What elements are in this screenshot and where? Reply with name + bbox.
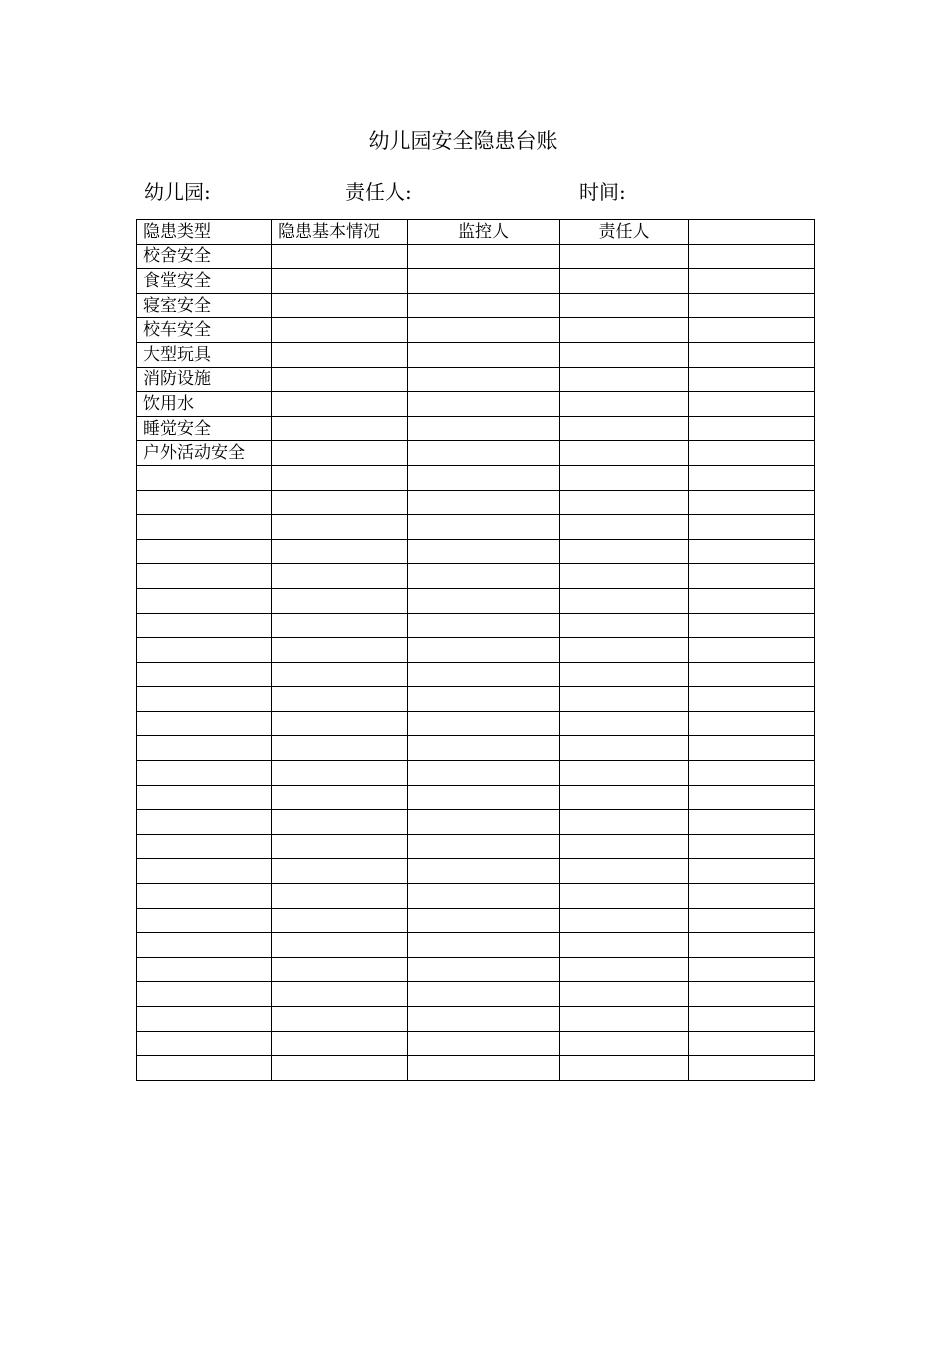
header-responsible: 责任人 [560, 220, 689, 245]
blank-cell [689, 465, 815, 490]
blank-cell [408, 785, 560, 810]
blank-cell [689, 638, 815, 663]
blank-cell [689, 441, 815, 466]
blank-cell [272, 810, 408, 835]
blank-cell [689, 588, 815, 613]
blank-cell [408, 884, 560, 909]
blank-cell [408, 515, 560, 540]
blank-cell [689, 490, 815, 515]
header-hazard-situation: 隐患基本情况 [272, 220, 408, 245]
blank-cell [408, 908, 560, 933]
hazard-type-cell: 消防设施 [137, 367, 272, 392]
hazard-type-cell: 大型玩具 [137, 342, 272, 367]
table-row [137, 342, 815, 367]
blank-cell [408, 490, 560, 515]
blank-cell [560, 933, 689, 958]
blank-cell [689, 711, 815, 736]
blank-cell [272, 564, 408, 589]
blank-cell [408, 834, 560, 859]
table-row [137, 588, 815, 613]
table-row [137, 957, 815, 982]
blank-cell [689, 293, 815, 318]
blank-cell [272, 687, 408, 712]
blank-cell [408, 662, 560, 687]
blank-cell [272, 1031, 408, 1056]
blank-cell [272, 859, 408, 884]
blank-cell [272, 588, 408, 613]
blank-cell [560, 1007, 689, 1032]
blank-cell [408, 711, 560, 736]
responsible-person-label: 责任人: [345, 180, 412, 204]
table-row [137, 834, 815, 859]
hazard-type-cell [137, 884, 272, 909]
blank-cell [560, 416, 689, 441]
hazard-type-cell: 户外活动安全 [137, 441, 272, 466]
hazard-type-cell [137, 1056, 272, 1081]
hazard-type-cell [137, 933, 272, 958]
blank-cell [408, 318, 560, 343]
blank-cell [408, 859, 560, 884]
blank-cell [272, 293, 408, 318]
blank-cell [560, 318, 689, 343]
table-row [137, 318, 815, 343]
hazard-type-cell [137, 711, 272, 736]
kindergarten-label: 幼儿园: [144, 180, 211, 204]
blank-cell [408, 588, 560, 613]
hazard-type-cell [137, 859, 272, 884]
blank-cell [272, 761, 408, 786]
hazard-type-cell [137, 539, 272, 564]
blank-cell [272, 613, 408, 638]
hazard-type-cell: 校车安全 [137, 318, 272, 343]
blank-cell [408, 687, 560, 712]
blank-cell [272, 465, 408, 490]
blank-cell [408, 465, 560, 490]
blank-cell [408, 416, 560, 441]
hazard-type-cell [137, 465, 272, 490]
blank-cell [272, 269, 408, 294]
blank-cell [560, 342, 689, 367]
blank-cell [408, 957, 560, 982]
hazard-type-cell: 睡觉安全 [137, 416, 272, 441]
blank-cell [689, 1031, 815, 1056]
blank-cell [689, 957, 815, 982]
blank-cell [408, 1056, 560, 1081]
table-row [137, 933, 815, 958]
blank-cell [408, 293, 560, 318]
header-monitor: 监控人 [408, 220, 560, 245]
page-title: 幼儿园安全隐患台账 [368, 129, 558, 153]
blank-cell [560, 539, 689, 564]
blank-cell [560, 908, 689, 933]
table-row [137, 761, 815, 786]
table-row [137, 810, 815, 835]
header-row [137, 220, 815, 245]
table-row [137, 638, 815, 663]
table-row [137, 711, 815, 736]
blank-cell [560, 736, 689, 761]
blank-cell [272, 1007, 408, 1032]
blank-cell [272, 982, 408, 1007]
time-label: 时间: [579, 180, 626, 204]
hazard-type-cell [137, 687, 272, 712]
blank-cell [689, 662, 815, 687]
blank-cell [689, 1056, 815, 1081]
blank-cell [272, 342, 408, 367]
blank-cell [560, 662, 689, 687]
blank-cell [689, 1007, 815, 1032]
blank-cell [560, 957, 689, 982]
blank-cell [272, 392, 408, 417]
header-blank [689, 220, 815, 245]
blank-cell [408, 933, 560, 958]
hazard-type-cell [137, 1007, 272, 1032]
blank-cell [408, 564, 560, 589]
blank-cell [408, 613, 560, 638]
blank-cell [560, 810, 689, 835]
blank-cell [560, 465, 689, 490]
hazard-type-cell [137, 736, 272, 761]
blank-cell [408, 392, 560, 417]
blank-cell [408, 810, 560, 835]
blank-cell [689, 392, 815, 417]
blank-cell [272, 662, 408, 687]
hazard-ledger-table [136, 219, 815, 1081]
blank-cell [272, 1056, 408, 1081]
hazard-type-cell [137, 982, 272, 1007]
hazard-type-cell [137, 908, 272, 933]
hazard-type-cell [137, 761, 272, 786]
table-row [137, 859, 815, 884]
hazard-type-cell [137, 834, 272, 859]
blank-cell [689, 908, 815, 933]
blank-cell [560, 982, 689, 1007]
table-row [137, 687, 815, 712]
table-row [137, 244, 815, 269]
blank-cell [408, 638, 560, 663]
blank-cell [560, 834, 689, 859]
blank-cell [560, 711, 689, 736]
table-row [137, 908, 815, 933]
blank-cell [560, 293, 689, 318]
blank-cell [408, 982, 560, 1007]
blank-cell [272, 441, 408, 466]
hazard-type-cell [137, 490, 272, 515]
table-row [137, 662, 815, 687]
blank-cell [408, 269, 560, 294]
hazard-type-cell [137, 957, 272, 982]
hazard-type-cell: 校舍安全 [137, 244, 272, 269]
blank-cell [689, 539, 815, 564]
hazard-type-cell [137, 638, 272, 663]
hazard-type-cell [137, 662, 272, 687]
blank-cell [689, 687, 815, 712]
table-row [137, 416, 815, 441]
blank-cell [408, 761, 560, 786]
blank-cell [560, 687, 689, 712]
blank-cell [560, 490, 689, 515]
blank-cell [272, 884, 408, 909]
blank-cell [689, 269, 815, 294]
blank-cell [689, 884, 815, 909]
blank-cell [689, 416, 815, 441]
blank-cell [408, 539, 560, 564]
hazard-type-cell [137, 564, 272, 589]
blank-cell [408, 1031, 560, 1056]
hazard-type-cell [137, 1031, 272, 1056]
blank-cell [272, 367, 408, 392]
table-row [137, 884, 815, 909]
table-row [137, 293, 815, 318]
blank-cell [560, 613, 689, 638]
blank-cell [560, 441, 689, 466]
blank-cell [689, 367, 815, 392]
blank-cell [560, 884, 689, 909]
table-row [137, 1007, 815, 1032]
header-hazard-type: 隐患类型 [137, 220, 272, 245]
blank-cell [408, 1007, 560, 1032]
ledger-body [137, 220, 815, 1081]
blank-cell [272, 515, 408, 540]
table-row [137, 613, 815, 638]
blank-cell [689, 515, 815, 540]
table-row [137, 539, 815, 564]
blank-cell [689, 834, 815, 859]
blank-cell [560, 1056, 689, 1081]
blank-cell [272, 539, 408, 564]
table-row [137, 982, 815, 1007]
blank-cell [408, 244, 560, 269]
blank-cell [272, 908, 408, 933]
blank-cell [560, 785, 689, 810]
blank-cell [560, 564, 689, 589]
table-row [137, 1031, 815, 1056]
table-row [137, 1056, 815, 1081]
blank-cell [272, 244, 408, 269]
blank-cell [272, 933, 408, 958]
blank-cell [689, 859, 815, 884]
blank-cell [272, 711, 408, 736]
blank-cell [689, 761, 815, 786]
blank-cell [689, 933, 815, 958]
blank-cell [560, 761, 689, 786]
blank-cell [689, 318, 815, 343]
table-row [137, 441, 815, 466]
blank-cell [560, 244, 689, 269]
blank-cell [560, 859, 689, 884]
blank-cell [560, 392, 689, 417]
blank-cell [689, 785, 815, 810]
table-row [137, 367, 815, 392]
hazard-type-cell: 寝室安全 [137, 293, 272, 318]
blank-cell [408, 441, 560, 466]
blank-cell [560, 367, 689, 392]
blank-cell [689, 564, 815, 589]
blank-cell [272, 834, 408, 859]
blank-cell [272, 638, 408, 663]
hazard-type-cell [137, 810, 272, 835]
blank-cell [272, 416, 408, 441]
blank-cell [689, 342, 815, 367]
hazard-type-cell: 饮用水 [137, 392, 272, 417]
blank-cell [560, 588, 689, 613]
blank-cell [272, 785, 408, 810]
blank-cell [689, 982, 815, 1007]
blank-cell [408, 367, 560, 392]
table-row [137, 736, 815, 761]
table-row [137, 785, 815, 810]
blank-cell [408, 342, 560, 367]
blank-cell [272, 957, 408, 982]
table-row [137, 269, 815, 294]
hazard-type-cell [137, 515, 272, 540]
blank-cell [689, 613, 815, 638]
hazard-type-cell: 食堂安全 [137, 269, 272, 294]
table-row [137, 465, 815, 490]
blank-cell [689, 736, 815, 761]
blank-cell [560, 1031, 689, 1056]
blank-cell [272, 490, 408, 515]
table-row [137, 392, 815, 417]
blank-cell [272, 318, 408, 343]
blank-cell [560, 638, 689, 663]
hazard-type-cell [137, 785, 272, 810]
blank-cell [408, 736, 560, 761]
hazard-type-cell [137, 588, 272, 613]
blank-cell [689, 244, 815, 269]
table-row [137, 564, 815, 589]
blank-cell [560, 515, 689, 540]
blank-cell [689, 810, 815, 835]
table-row [137, 515, 815, 540]
blank-cell [560, 269, 689, 294]
hazard-type-cell [137, 613, 272, 638]
table-row [137, 490, 815, 515]
blank-cell [272, 736, 408, 761]
